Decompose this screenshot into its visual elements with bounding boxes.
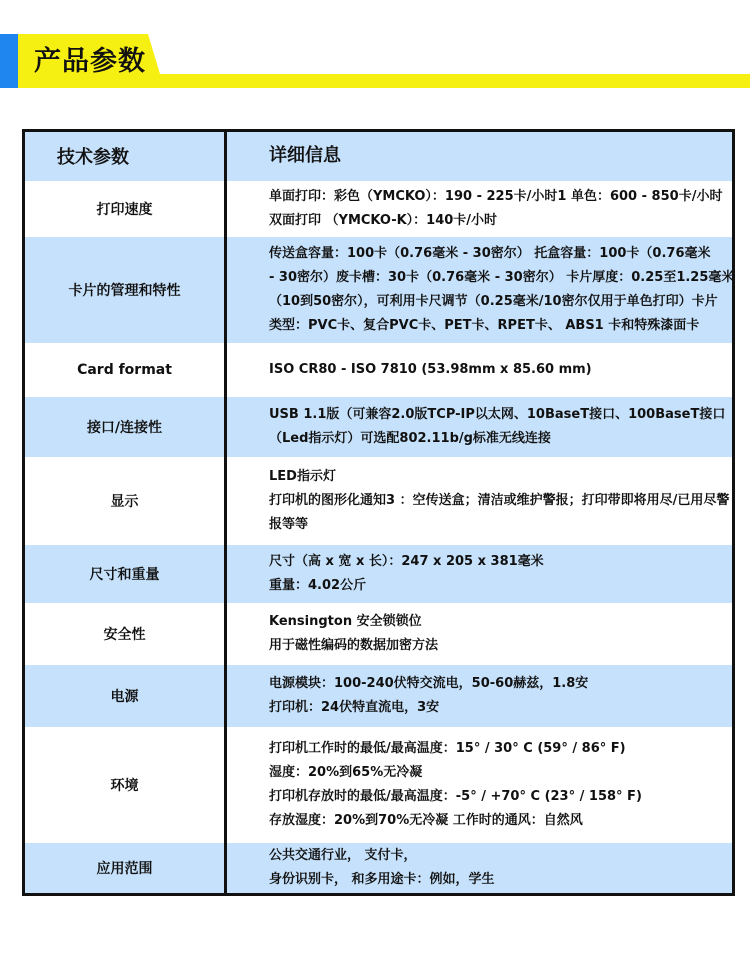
value-line: （10到50密尔），可利用卡尺调节（0.25毫米/10密尔仅用于单色打印）卡片 [269,293,718,309]
value-line: 报等等 [269,516,309,532]
table-row [24,181,734,237]
table-row [24,727,734,843]
header-key: 技术参数 [24,131,226,181]
row-value [226,181,734,237]
section-title: 产品参数 [34,46,146,77]
table-row [24,343,734,397]
header-slant [148,34,160,74]
value-line: 打印机存放时的最低/最高温度：-5° / +70° C (23° / 158° F) [269,788,642,804]
row-key: 显示 [24,457,226,545]
row-value [226,727,734,843]
table-row [24,843,734,895]
value-line: Kensington 安全锁锁位 [269,613,422,629]
header-value: 详细信息 [226,131,734,181]
row-key: 应用范围 [24,843,226,895]
table-header-row [24,131,734,181]
row-value [226,545,734,603]
value-line: 重量：4.02公斤 [269,577,367,593]
row-value [226,343,734,397]
row-value [226,237,734,343]
table-row [24,457,734,545]
value-line: 双面打印 （YMCKO-K）：140卡/小时 [269,212,498,228]
row-key: Card format [24,343,226,397]
table-row [24,545,734,603]
value-line: 公共交通行业， 支付卡， [269,847,417,863]
value-line: 用于磁性编码的数据加密方法 [269,637,439,653]
table-row [24,237,734,343]
row-value [226,843,734,895]
row-key: 接口/连接性 [24,397,226,457]
table-row [24,397,734,457]
spec-table [22,129,735,896]
row-value [226,665,734,727]
row-key: 打印速度 [24,181,226,237]
value-line: 尺寸（高 x 宽 x 长）：247 x 205 x 381毫米 [269,553,544,569]
table-row [24,665,734,727]
row-key: 环境 [24,727,226,843]
value-line: USB 1.1版（可兼容2.0版TCP-IP以太网、10BaseT接口、100BaseT接口 [269,406,726,422]
row-value [226,457,734,545]
row-key: 尺寸和重量 [24,545,226,603]
section-header [0,0,750,100]
value-line: 湿度：20%到65%无冷凝 [269,764,423,780]
value-line: 单面打印：彩色（YMCKO）：190 - 225卡/小时1 单色：600 - 850卡/小时 [269,188,723,204]
row-value [226,603,734,665]
value-line: 打印机工作时的最低/最高温度：15° / 30° C (59° / 86° F) [269,740,626,756]
header-blue-accent [0,34,18,88]
value-line: （Led指示灯）可选配802.11b/g标准无线连接 [269,430,551,446]
value-line: 打印机：24伏特直流电，3安 [269,699,440,715]
value-line: 电源模块：100-240伏特交流电，50-60赫兹，1.8安 [269,675,589,691]
value-line: 传送盒容量：100卡（0.76毫米 - 30密尔） 托盒容量：100卡（0.76毫米 [269,245,711,261]
row-key: 安全性 [24,603,226,665]
value-line: 打印机的图形化通知3 ：空传送盒；清洁或维护警报；打印带即将用尽/已用尽警 [269,492,730,508]
value-line: 存放湿度：20%到70%无冷凝 工作时的通风：自然风 [269,812,583,828]
value-line: LED指示灯 [269,468,336,484]
value-line: 身份识别卡， 和多用途卡：例如，学生 [269,871,495,887]
table-row [24,603,734,665]
row-value [226,397,734,457]
value-line: ISO CR80 - ISO 7810 (53.98mm x 85.60 mm) [269,361,592,377]
value-line: 类型：PVC卡、复合PVC卡、PET卡、RPET卡、 ABS1 卡和特殊漆面卡 [269,317,700,333]
value-line: - 30密尔）废卡槽：30卡（0.76毫米 - 30密尔） 卡片厚度：0.25至1.25毫米 [269,269,735,285]
row-key: 卡片的管理和特性 [24,237,226,343]
row-key: 电源 [24,665,226,727]
